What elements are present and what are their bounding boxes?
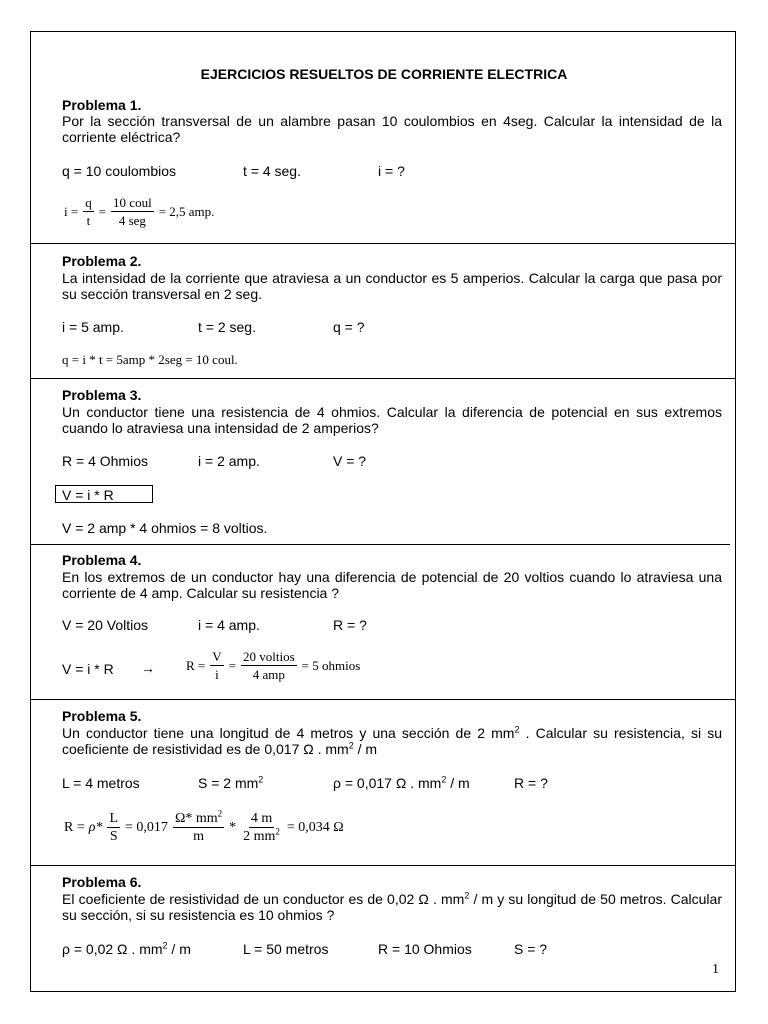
problem-3-result: V = 2 amp * 4 ohmios = 8 voltios. bbox=[62, 520, 268, 536]
problem-4-equation: R = $\frac{V}{i}$ = $\frac{\text{20 voltios}}{\text{4 amp}}$ = 5 ohmios bbox=[186, 649, 361, 682]
problem-6-datum-r: R = 10 Ohmios bbox=[378, 941, 472, 957]
problem-5-datum-s: S = 2 $mm^2$ bbox=[198, 774, 264, 791]
eq-result: = 2,5 amp. bbox=[158, 204, 215, 219]
problem-4-datum-i: i = 4 amp. bbox=[198, 617, 260, 633]
problem-4-datum-r: R = ? bbox=[333, 617, 367, 633]
eq-result: = 0,034 Ω bbox=[286, 820, 344, 835]
problem-1-datum-q: q = 10 coulombios bbox=[62, 163, 177, 179]
fraction-m-over-mm2: $\frac{4 m}{2 mm^2}$ bbox=[243, 811, 280, 844]
problem-3-statement: Un conductor tiene una resistencia de 4 ohmios. Calcular la diferencia de potencial en sus extremos cuando lo atraviesa una intensidad de 2 amperios? bbox=[62, 404, 722, 436]
problem-3-datum-r: R = 4 Ohmios bbox=[62, 453, 148, 469]
problem-5-datum-rho: ρ = 0,017 Ω . $mm^2$ / m bbox=[333, 774, 470, 791]
document-title: EJERCICIOS RESUELTOS DE CORRIENTE ELECTRICA bbox=[200, 66, 568, 82]
problem-1-heading: Problema 1. bbox=[62, 97, 142, 113]
fraction-voltios-over-amp: $\frac{\text{20 voltios}}{\text{4 amp}}$ bbox=[243, 649, 295, 682]
eq-lhs: i = bbox=[64, 204, 79, 219]
page-number: 1 bbox=[712, 962, 719, 977]
problem-3-heading: Problema 3. bbox=[62, 387, 142, 403]
problem-4-formula: V = i * R bbox=[62, 661, 114, 677]
problem-1-equation: i = $\frac{q}{t}$ = $\frac{\text{10 coul}}{\text{4 seg}}$ = 2,5 amp. bbox=[64, 195, 215, 228]
fraction-v-over-i: $\frac{V}{i}$ bbox=[212, 649, 222, 682]
problem-5-datum-l: L = 4 metros bbox=[62, 775, 140, 791]
separator bbox=[30, 378, 736, 379]
problem-2-datum-q: q = ? bbox=[333, 319, 365, 335]
problem-5-equation: R = ρ* $\frac{L}{S}$ = 0,017 $\frac{\Omega* mm^2}{m}$ * $\frac{4 m}{2 mm^2}$ = 0,034 Ω bbox=[64, 808, 344, 844]
separator bbox=[30, 865, 736, 866]
problem-1-datum-t: t = 4 seg. bbox=[243, 163, 301, 179]
eq-result: = 5 ohmios bbox=[301, 658, 361, 673]
arrow-right-icon: → bbox=[141, 660, 155, 676]
problem-3-datum-i: i = 2 amp. bbox=[198, 453, 260, 469]
problem-5-datum-r: R = ? bbox=[514, 775, 548, 791]
fraction-l-over-s: $\frac{L}{S}$ bbox=[109, 811, 119, 844]
problem-3-formula: V = i * R bbox=[62, 487, 114, 503]
problem-4-statement: En los extremos de un conductor hay una diferencia de potencial de 20 voltios cuando lo atraviesa una corriente de 4 amp. Calcular su resistencia ? bbox=[62, 569, 722, 601]
problem-4-heading: Problema 4. bbox=[62, 552, 142, 568]
problem-2-datum-t: t = 2 seg. bbox=[198, 319, 256, 335]
problem-4-datum-v: V = 20 Voltios bbox=[62, 617, 149, 633]
problem-6-datum-rho: ρ = 0,02 Ω . $mm^2$ / m bbox=[62, 940, 191, 957]
problem-6-datum-l: L = 50 metros bbox=[243, 941, 329, 957]
problem-1-datum-i: i = ? bbox=[378, 163, 405, 179]
problem-3-datum-v: V = ? bbox=[333, 453, 367, 469]
separator bbox=[30, 544, 730, 545]
problem-2-heading: Problema 2. bbox=[62, 253, 142, 269]
separator bbox=[30, 243, 736, 244]
fraction-q-over-t: $\frac{q}{t}$ bbox=[85, 195, 92, 228]
problem-2-datum-i: i = 5 amp. bbox=[62, 319, 124, 335]
problem-1-statement: Por la sección transversal de un alambre pasan 10 coulombios en 4seg. Calcular la intensidad de la corriente eléctrica? bbox=[62, 113, 722, 145]
problem-2-statement: La intensidad de la corriente que atraviesa a un conductor es 5 amperios. Calcular la carga que pasa por su sección transversal en 2 seg. bbox=[62, 270, 722, 302]
problem-2-equation: q = i * t = 5amp * 2seg = 10 coul. bbox=[62, 352, 238, 367]
problem-6-datum-s: S = ? bbox=[514, 941, 548, 957]
problem-5-heading: Problema 5. bbox=[62, 708, 142, 724]
fraction-ohm-mm2-over-m: $\frac{\Omega* mm^2}{m}$ bbox=[174, 808, 223, 844]
problem-6-statement: El coeficiente de resistividad de un conductor es de 0,02 Ω . $mm^2$ / m y su longitud de 50 metros. Calcular su sección, si su resistencia es 10 ohmios ? bbox=[62, 890, 722, 923]
fraction-coul-over-seg: $\frac{\text{10 coul}}{\text{4 seg}}$ bbox=[113, 195, 152, 228]
separator bbox=[30, 699, 736, 700]
problem-6-heading: Problema 6. bbox=[62, 874, 142, 890]
problem-5-statement: Un conductor tiene una longitud de 4 metros y una sección de 2 $mm^2$ . Calcular su resistencia, si su coeficiente de resistividad es de 0,017 Ω . $mm^2$ / m bbox=[62, 724, 722, 757]
